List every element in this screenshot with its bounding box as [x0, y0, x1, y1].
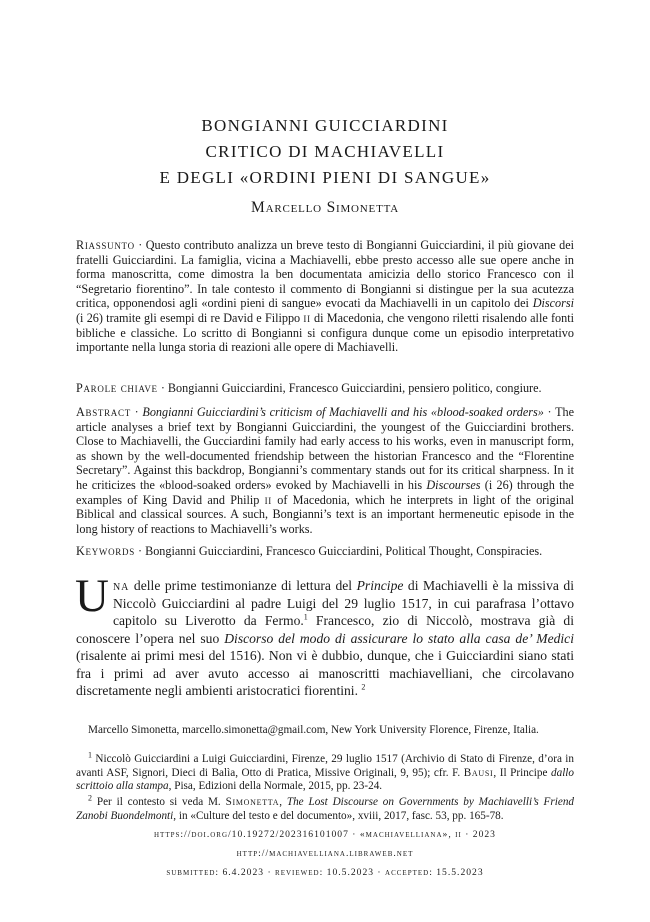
footer-url[interactable]: http://machiavelliana.libraweb.net	[236, 848, 414, 859]
footnote-author: Simonetta	[225, 796, 280, 808]
separator: ·	[134, 544, 146, 558]
footnote-text: , in «Culture del testo e del documento», xviii, 2017, fasc. 53, pp. 165-78.	[173, 809, 504, 822]
abstract-label: Abstract	[76, 405, 131, 419]
parole-chiave-label: Parole chiave	[76, 381, 158, 395]
separator: ·	[157, 381, 168, 395]
article-title	[0, 113, 650, 191]
abstract-text: of Macedonia, which he interprets in light of the original Biblical and classical sources. A such, Bongianni’s text is an important hermeneutic episode in the long history of reactions to Machiavelli’s works.	[76, 492, 574, 536]
opening-small-caps: na	[112, 578, 130, 593]
footnote-text: , Pisa, Edizioni della Normale, 2015, pp. 23-24.	[168, 780, 383, 792]
body-text: delle prime testimonianze di lettura del	[129, 578, 357, 593]
footnote-italic: dallo scrittoio alla stampa	[76, 766, 574, 792]
footer-dates: submitted: 6.4.2023 · reviewed: 10.5.2023 · accepted: 15.5.2023	[166, 867, 484, 878]
abstract-text: (i 26) through the examples of King David and Philip	[76, 477, 574, 507]
keywords-paragraph	[76, 544, 574, 559]
body-text: (risalente ai primi mesi del 1516). Non vi è dubbio, dunque, che i Guicciardini siano stati fra i primi ad aver avuto accesso ai manoscritti machiavelliani, che circolavano discretamente negli ambienti aristocratici fiorentini.	[76, 648, 574, 698]
footer-doi[interactable]: https://doi.org/10.19272/202316101007 · «machiavelliana», ii · 2023	[154, 829, 496, 840]
keywords-label: Keywords	[76, 544, 135, 558]
roman-numeral: ii	[264, 492, 272, 507]
principe-title: Principe	[356, 578, 404, 593]
footnote-1	[76, 750, 574, 794]
riassunto-paragraph	[76, 238, 574, 355]
separator: ·	[543, 405, 556, 419]
footnote-author: Bausi	[463, 766, 494, 779]
drop-cap: U	[75, 570, 109, 622]
abstract-paragraph	[76, 405, 574, 536]
body-paragraph	[75, 570, 574, 700]
riassunto-text: Questo contributo analizza un breve testo di Bongianni Guicciardini, il più giovane dei fratelli Guicciardini. La famiglia, vicina a Machiavelli, ebbe presto accesso alle sue opere anche in forma manoscritta, come dimostra la ben documentata amicizia dello storico Francesco con il “Segretario fiorentino”. In tale contesto il commento di Bongianni si distingue per la sua acutezza critica, opponendosi agli «ordini pieni di sangue» evocati da Machiavelli in un capitolo dei	[76, 238, 575, 311]
riassunto-text: di Macedonia, che vengono riletti risalendo alle fonti bibliche e classiche. Lo scritto di Bongianni si configura dunque come un episodio interpretativo importante nella lunga storia di reazioni alle opere di Machiavelli.	[76, 310, 575, 355]
abstract-text: The article analyses a brief text by Bongianni Guicciardini, the youngest of the Guicciardini brothers. Close to Machiavelli, the Gucciardini family had early access to his works, even in manuscript form, as shown by the well-documented friendship between the historian Francesco and the “Florentine Secretary”. Against this backdrop, Bongianni’s commentary stands out for its critical sharpness. In it he criticizes the «blood-soaked orders» evoked by Machiavelli in his	[76, 405, 575, 492]
footnote-italic: The Lost Discourse on Governments by Machiavelli’s Friend Zanobi Buondelmonti	[76, 796, 575, 822]
abstract-title: Bongianni Guicciardini’s criticism of Machiavelli and his «blood-soaked orders»	[142, 405, 544, 419]
footnote-text: , Il Principe	[493, 766, 551, 779]
separator: ·	[134, 238, 146, 252]
title-line-2: CRITICO DI MACHIAVELLI	[205, 142, 445, 161]
body-text: Francesco, zio di Niccolò, mostrava già di conoscere l’opera nel suo	[76, 613, 574, 646]
footnote-ref-2[interactable]: 2	[361, 682, 366, 692]
roman-numeral: ii	[303, 310, 311, 325]
title-line-3: E DEGLI «ORDINI PIENI DI SANGUE»	[159, 168, 491, 187]
abstract-discourses: Discourses	[426, 477, 481, 492]
separator: ·	[130, 405, 143, 419]
riassunto-label: Riassunto	[76, 238, 135, 252]
keywords-text: Bongianni Guicciardini, Francesco Guicciardini, Political Thought, Conspiracies.	[145, 544, 543, 558]
footnote-text: ,	[279, 796, 287, 808]
footnote-affiliation: Marcello Simonetta, marcello.simonetta@gmail.com, New York University Florence, Firenze, Italia.	[88, 724, 539, 736]
discorso-title: Discorso del modo di assicurare lo stato alla casa de’ Medici	[224, 630, 574, 646]
riassunto-discorsi: Discorsi	[532, 296, 574, 311]
parole-chiave-text: Bongianni Guicciardini, Francesco Guicciardini, pensiero politico, congiure.	[167, 381, 542, 395]
title-line-1: BONGIANNI GUICCIARDINI	[201, 116, 449, 135]
body-text: di Machiavelli è la missiva di Niccolò Guicciardini al padre Luigi del 29 luglio 1517, in cui parafrasa l’ottavo capitolo su Liverotto da Fermo.	[112, 578, 574, 628]
parole-chiave-paragraph	[76, 381, 574, 396]
footnote-text: Niccolò Guicciardini a Luigi Guicciardini, Firenze, 29 luglio 1517 (Archivio di Stato di Firenze, d’ora in avanti ASF, Signori, Dieci di Balìa, Otto di Pratica, Missive Originali, 9, 95); cfr. F.	[76, 753, 574, 779]
footnote-2	[76, 793, 575, 823]
author-name: Marcello Simonetta	[251, 199, 399, 216]
footnote-number: 1	[88, 750, 92, 760]
footnote-text: Per il contesto si veda M.	[96, 796, 226, 808]
footnote-number: 2	[88, 793, 92, 803]
riassunto-text: (i 26) tramite gli esempi di re David e Filippo	[76, 310, 304, 325]
footnote-ref-1[interactable]: 1	[303, 612, 308, 622]
